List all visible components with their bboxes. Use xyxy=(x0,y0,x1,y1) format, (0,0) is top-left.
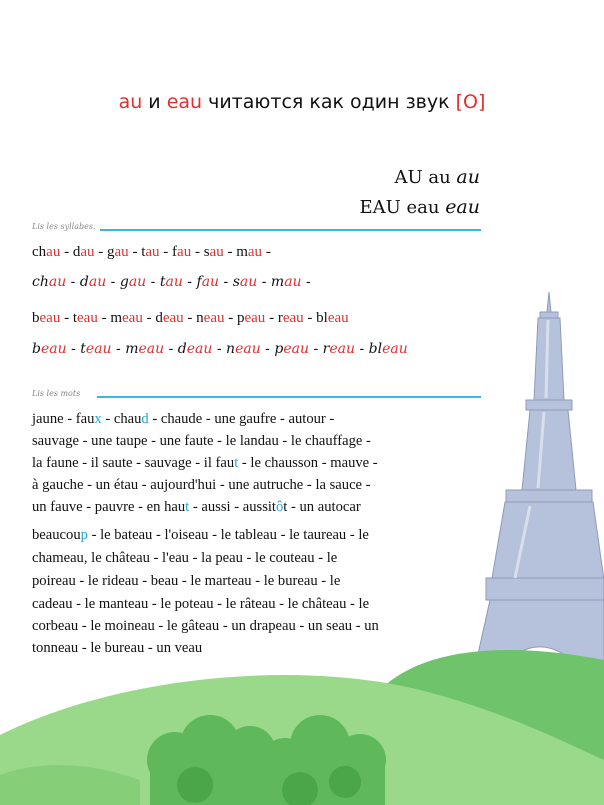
syllable: bleau xyxy=(368,341,408,357)
syllable: dau xyxy=(79,274,107,290)
syllable: peau xyxy=(236,310,266,326)
word-line: poireau - le rideau - beau - le marteau - le bureau - le xyxy=(32,573,341,589)
word-line: chameau, le château - l'eau - la peau - le couteau - le xyxy=(32,550,338,566)
syllable: reau xyxy=(277,310,304,326)
syllable: tau xyxy=(159,274,183,290)
au-header: AU au au xyxy=(394,166,480,188)
word-line: beaucoup - le bateau - l'oiseau - le tableau - le taureau - le xyxy=(32,527,369,543)
syllable: chau xyxy=(32,244,61,260)
syllable: beau xyxy=(32,310,61,326)
divider xyxy=(97,396,481,398)
word-line: jaune - faux - chaud - chaude - une gaufre - autour - xyxy=(32,411,335,427)
word-line: sauvage - une taupe - une faute - le landau - le chauffage - xyxy=(32,433,371,449)
word-line: un fauve - pauvre - en haut - aussi - aussitôt - un autocar xyxy=(32,499,361,515)
word-line: cadeau - le manteau - le poteau - le râteau - le château - le xyxy=(32,596,370,612)
word-line: à gauche - un étau - aujourd'hui - une autruche - la sauce - xyxy=(32,477,371,493)
syllable: reau xyxy=(322,341,355,357)
eau-header: EAU eau eau xyxy=(359,196,480,218)
syllable: mau xyxy=(236,244,263,260)
syllable: deau xyxy=(177,341,213,357)
syllable: bleau xyxy=(316,310,349,326)
syllable: peau xyxy=(274,341,309,357)
page-title: au и eau читаются как один звук [O] xyxy=(118,91,486,113)
syllable: mau xyxy=(270,274,302,290)
syllable: neau xyxy=(226,341,261,357)
syllable: sau xyxy=(203,244,224,260)
syllable: fau xyxy=(196,274,220,290)
word-line: corbeau - le moineau - le gâteau - un drapeau - un seau - un xyxy=(32,618,379,634)
syllable: gau xyxy=(107,244,129,260)
syllable: gau xyxy=(119,274,147,290)
word-line: tonneau - le bureau - un veau xyxy=(32,640,203,656)
syllable-row-2-script: beau - teau - meau - deau - neau - peau - reau - bleau xyxy=(32,341,408,357)
tower-icon xyxy=(470,292,604,700)
section-label-syllables: Lis les syllabes. xyxy=(32,222,96,231)
syllable: sau xyxy=(232,274,258,290)
syllable: teau xyxy=(72,310,98,326)
divider xyxy=(100,229,481,231)
syllable: dau xyxy=(72,244,95,260)
syllable-row-1-script: chau - dau - gau - tau - fau - sau - mau - xyxy=(32,274,311,290)
syllable-row-2: beau - teau - meau - deau - neau - peau - reau - bleau xyxy=(32,310,349,326)
syllable: fau xyxy=(172,244,192,260)
syllable: meau xyxy=(125,341,165,357)
syllable: neau xyxy=(196,310,225,326)
syllable: teau xyxy=(80,341,112,357)
syllable: tau xyxy=(141,244,160,260)
syllable: chau xyxy=(32,274,67,290)
syllable: meau xyxy=(110,310,143,326)
section-label-words: Lis les mots xyxy=(32,389,81,398)
word-line: la faune - il saute - sauvage - il faut - le chausson - mauve - xyxy=(32,455,378,471)
syllable-row-1: chau - dau - gau - tau - fau - sau - mau - xyxy=(32,244,271,260)
syllable: beau xyxy=(32,341,67,357)
syllable: deau xyxy=(155,310,184,326)
